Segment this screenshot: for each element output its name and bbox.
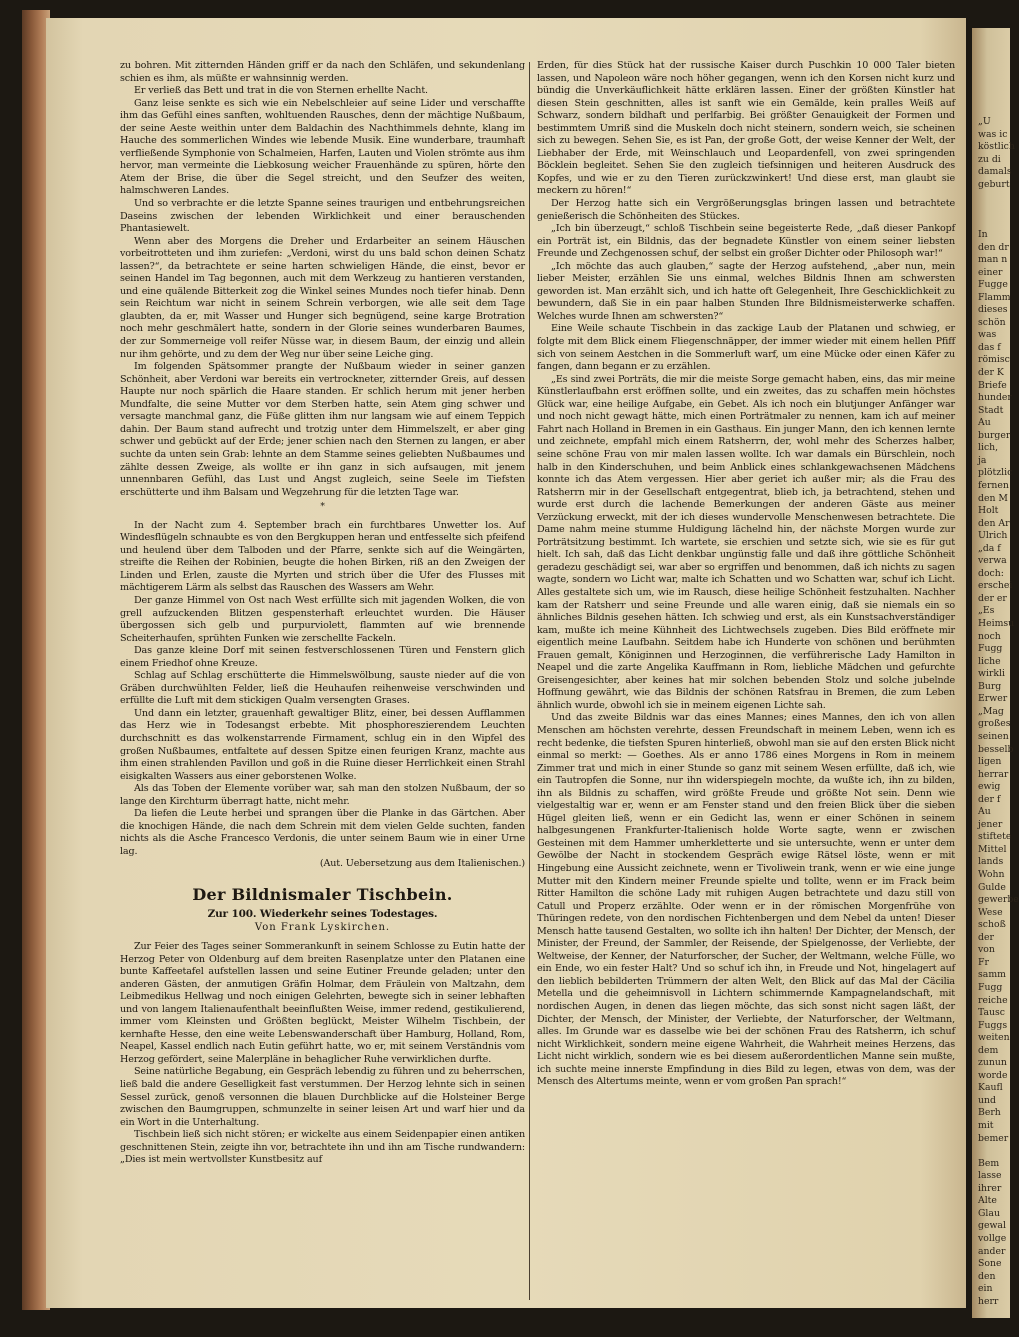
article-body-continued — [537, 60, 955, 1089]
paragraph: Seine natürliche Begabung, ein Gespräch lebendig zu führen und zu beherrschen, ließ bald die andere Geselligkeit fast verstummen. Der Herzog lehnte sich in seinen Sessel zurück, genoß versonnen die blauen Durchblicke auf die Holsteiner Berge zwischen den Baumgruppen, schmunzelte in seiner leisen Art und warf hier und da ein Wort in die Unterhaltung. — [120, 1066, 525, 1128]
next-page-fragment: weiten — [978, 1032, 1010, 1044]
next-page-fragment: damals — [978, 166, 1012, 178]
next-page-fragment: den — [978, 1270, 996, 1282]
paragraph: „Ich möchte das auch glauben,“ sagte der Herzog aufstehend, „aber nun, mein lieber Meister, erzählen Sie uns einmal, welches Bildnis Ihnen am schwersten geworden ist. Man erzählt sich, und ich hatte oft Gelegenheit, Ihre Geschicklichkeit zu bewundern, daß Sie in ein paar halben Stunden Ihre Bildnismeisterwerke schaffen. Welches wurde Ihnen am schwersten?“ — [537, 260, 955, 322]
next-page-fragment: Berh — [978, 1107, 1001, 1119]
next-page-fragment: Stadt — [978, 404, 1004, 416]
next-page-fragment: stiftete — [978, 831, 1012, 843]
next-page-fragment: Wese — [978, 906, 1003, 918]
next-page-fragment: den M — [978, 492, 1008, 504]
column-divider — [529, 62, 530, 1300]
next-page-fragment: seinen — [978, 730, 1009, 742]
paragraph: Der ganze Himmel von Ost nach West erfüllte sich mit jagenden Wolken, die von grell aufzuckenden Blitzen gespensterhaft erleuchtet wurden. Die Häuser übergossen sich gelb und purpurviolett, flammten auf wie brennende Scheiterhaufen, sprühten Funken wie zerschellte Fackeln. — [120, 594, 525, 644]
section-separator: * — [320, 502, 325, 513]
next-page-fragment: ligen — [978, 756, 1002, 768]
next-page-fragment: einer — [978, 266, 1003, 278]
next-page-fragment: doch: — [978, 567, 1004, 579]
next-page-fragment: „Es — [978, 605, 995, 617]
story-ending-part-2 — [120, 520, 525, 859]
next-page-fragment: was — [978, 329, 997, 341]
next-page-fragment: den Ar — [978, 517, 1010, 529]
next-page-fragment: großes — [978, 718, 1011, 730]
next-page-fragment: zu di — [978, 153, 1001, 165]
next-page-fragment: bemer — [978, 1132, 1009, 1144]
article-body-start — [120, 941, 525, 1167]
next-page-fragment: schön — [978, 316, 1006, 328]
paragraph: zu bohren. Mit zitternden Händen griff er da nach den Schläfen, und sekundenlang schien es ihm, als müßte er wahnsinnig werden. — [120, 60, 525, 84]
next-page-fragment: fernen — [978, 479, 1009, 491]
next-page-fragment: der — [978, 931, 994, 943]
next-page-fragment: köstlich — [978, 141, 1015, 153]
next-page-fragment: jener — [978, 818, 1003, 830]
next-page-fragment: man n — [978, 254, 1008, 266]
next-page-fragment: Gulde — [978, 881, 1006, 893]
next-page-fragment: Wohn — [978, 869, 1005, 880]
paragraph: Da liefen die Leute herbei und sprangen über die Planke in das Gärtchen. Aber die knochigen Hände, die nach dem Schrein mit dem vielen Gelde suchten, fanden nichts als die Asche Francesco Verdonis, die unter seinem Baum wie in einer Urne lag. — [120, 808, 525, 857]
next-page-fragment: gewal — [978, 1220, 1006, 1232]
next-page-fragment: In — [978, 228, 988, 240]
next-page-fragment: Fugge — [978, 279, 1008, 291]
next-page-fragment: Burg — [978, 680, 1002, 692]
paragraph: Eine Weile schaute Tischbein in das zackige Laub der Platanen und schwieg, er folgte mit dem Blick einem Fliegenschnäpper, der immer wieder mit einem hellen Pfiff sich von seinem Aestchen in die Sommerluft warf, um eine Mücke oder einen Käfer zu fangen, dann begann er zu erzählen. — [537, 323, 955, 373]
next-page-fragment: Holt — [978, 505, 999, 517]
next-page-fragment: ander — [978, 1245, 1006, 1257]
next-page-fragment: geburt — [978, 178, 1010, 190]
next-page-fragment: Alte — [978, 1195, 997, 1207]
right-column — [537, 60, 955, 1089]
paragraph: Im folgenden Spätsommer prangte der Nußbaum wieder in seiner ganzen Schönheit, aber Verdoni war bereits ein vertrockneter, zitternder Greis, auf dessen Haupte nur noch spärlich die Haare standen. Er schlich herum mit jener herben Mundfalte, die seine Mutter vor dem Sterben hatte, sein Atem ging schwer und versagte manchmal ganz, die Füße glitten ihm nur langsam wie auf einem Teppich dahin. Der Baum stand aufrecht und trotzig unter dem Himmelszelt, er aber ging schwer und gebückt auf der Erde; jener schien nach den Sternen zu langen, er aber suchte da unten sein Grab: lehnte an dem Stamme seines geliebten Nußbaumes und zählte dessen Zweige, als wollte er ihn ganz in sich aufsaugen, mit jenem unnennbaren Gefühl, das Lust und Angst zugleich, seine Seele im Tiefsten erschütterte und ihm Balsam und Wegzehrung für die letzten Tage war. — [120, 361, 525, 498]
next-page-fragment: herr — [978, 1295, 999, 1307]
next-page-fragment: worde — [978, 1069, 1008, 1081]
next-page-fragment: Glau — [978, 1207, 1000, 1219]
next-page-fragment: liche — [978, 655, 1001, 667]
article-subtitle: Zur 100. Wiederkehr seines Todestages. — [207, 908, 438, 920]
next-page-fragment: Fugg — [978, 981, 1003, 993]
paragraph: Wenn aber des Morgens die Dreher und Erdarbeiter an seinem Häuschen vorbeitrotteten und ihm zuriefen: „Verdoni, wirst du uns bald schon deinen Schatz lassen?“, da betrachtete er seine harten schwieligen Hände, die einst, bevor er seinen Handel im Tag begonnen, auch mit dem Werkzeug zu hantieren verstanden, und eine quälende Bitterkeit zog die Winkel seines Mundes noch tiefer hinab. Denn sein Reichtum war nicht in seinem Schrein verborgen, wie alle seit dem Tage glaubten, da er, mit Wasser und Hunger sich begnügend, seine karge Brotration noch mehr geschmälert hatte, sondern in der Glorie seines wunderbaren Baumes, der zur Sommerneige voll reifer Nüsse war, in diesem Baum, der einzig und allein nur ihm gehörte, und zu dem der Weg nur über seine Leiche ging. — [120, 235, 525, 360]
next-page-fragment: Ulrich — [978, 530, 1008, 542]
paragraph: Er verließ das Bett und trat in die von Sternen erhellte Nacht. — [134, 85, 428, 97]
paragraph: In der Nacht zum 4. September brach ein furchtbares Unwetter los. Auf Windesflügeln schnaubte es von den Bergkuppen heran und entfesselte sich pfeifend und heulend über dem Talboden und der Pfarre, senkte sich auf die Weingärten, streifte die Reihen der Robinien, beugte die hohen Birken, riß an den Zweigen der Linden und Erlen, zauste die Myrten und strich über die Ufer des Flusses mit mächtigerem Lärm als selbst das Rauschen des Wassers am Wehr. — [120, 519, 525, 594]
next-page-fragment: Kaufl — [978, 1082, 1003, 1094]
next-page-fragment: Heimsu — [978, 618, 1015, 629]
paragraph: Ganz leise senkte es sich wie ein Nebelschleier auf seine Lider und verschaffte ihm das Gefühl eines sanften, wohltuenden Rausches, denn der mächtige Nußbaum, der seine Aeste weithin unter dem Baldachin des Nachthimmels dehnte, klang im Hauche des sommerlichen Windes wie lebende Musik. Eine wunderbare, traumhaft verfließende Symphonie von Schalmeien, Harfen, Lauten und Violen strömte aus ihm hervor, man vermeinte die Liebkosung weicher Frauenhände zu spüren, hörte den Atem der Brise, die über die Segel streicht, und den Seufzer des weiten, halmschweren Landes. — [120, 97, 525, 197]
next-page-fragment: lands — [978, 856, 1004, 868]
paragraph: Das ganze kleine Dorf mit seinen festverschlossenen Türen und Fenstern glich einem Friedhof ohne Kreuze. — [120, 645, 525, 669]
next-page-fragment: Mittel — [978, 843, 1007, 855]
next-page-fragment: hunder — [978, 392, 1012, 404]
scanned-spread — [10, 0, 1019, 1337]
next-page-fragment: Erwer — [978, 693, 1008, 705]
next-page-fragment: mit — [978, 1120, 994, 1131]
next-page-fragment: herrar — [978, 768, 1009, 780]
paragraph: Erden, für dies Stück hat der russische Kaiser durch Puschkin 10 000 Taler bieten lassen, und Napoleon wäre noch höher gegangen, wenn ich den Korsen nicht kurz und bündig die Unverkäuflichkeit hätte erklären lassen. Einer der größten Künstler hat diesen Stein geschnitten, alles ist sanft wie ein Gemälde, kein pralles Weiß auf Schwarz, sondern bildhaft und perlfarbig. Bei größter Genauigkeit der Formen und bestimmtem Umriß sind die Muskeln doch nicht steinern, sondern weich, sie scheinen sich zu bewegen. Sehen Sie, es ist Pan, der große Gott, der weise Kenner der Welt, der Liebhaber der Erde, mit Weinschlauch und Leopardenfell, von zwei springenden Böcklein begleitet. Sehen Sie den zugleich tiefsinnigen und heiteren Ausdruck des Kopfes, und wie er zu den Tieren zurückzwinkert! Und diese erst, man glaubt sie meckern zu hören!“ — [537, 60, 955, 197]
next-page-fragment: lasse — [978, 1170, 1002, 1182]
next-page-fragment: erschei — [978, 580, 1013, 592]
next-page-fragment: dem — [978, 1044, 999, 1056]
next-page-fragment: Sone — [978, 1258, 1002, 1270]
article-title: Der Bildnismaler Tischbein. — [192, 885, 453, 904]
next-page-fragment: den dr — [978, 241, 1009, 253]
next-page-fragment: der er — [978, 592, 1007, 604]
next-page-fragment: ein — [978, 1283, 993, 1295]
paragraph: Tischbein ließ sich nicht stören; er wickelte aus einem Seidenpapier einen antiken geschnittenen Stein, zeigte ihn vor, betrachtete ihn und ihn am Tische rundwandern: „Dies ist mein wertvollster Kunstbesitz auf — [120, 1129, 525, 1166]
next-page-fragment: Au — [978, 806, 991, 818]
next-page-fragment: plötzlic — [978, 467, 1013, 479]
next-page-fragment: Flamm — [978, 291, 1011, 303]
next-page-fragment: Briefe — [978, 379, 1007, 391]
next-page-fragment: Fr — [978, 956, 989, 968]
next-page-fragment: besselb — [978, 743, 1014, 755]
next-page-fragment: Tausc — [978, 1007, 1005, 1019]
next-page-edge — [972, 28, 1019, 1318]
left-column — [120, 60, 525, 1167]
paragraph: Als das Toben der Elemente vorüber war, sah man den stolzen Nußbaum, der so lange den Kirchturm überragt hatte, nicht mehr. — [120, 783, 525, 807]
next-page-fragment: ewig — [978, 781, 1001, 793]
next-page-fragment: schoß — [978, 919, 1006, 931]
next-page-fragment: das f — [978, 341, 1001, 353]
paragraph: Und das zweite Bildnis war das eines Mannes; eines Mannes, den ich von allen Menschen am höchsten verehrte, dessen Freundschaft in meinem Leben, wenn ich es recht bedenke, die tiefsten Spuren hinterließ, obwohl man sie auf den ersten Blick nicht einmal so merkt: — Goethes. Als er anno 1786 eines Morgens in Rom in meinem Zimmer trat und mich in einer Stunde so ganz mit seinem Wesen erfüllte, daß ich, wie ein Tautropfen die Sonne, nur ihn widerspiegeln mochte, da wußte ich, ihn zu bilden, ihn als Bildnis zu schaffen, wird größte Freude und größte Not sein. Denn wie vielgestaltig war er, wenn er am Fenster stand und den freien Blick über die sieben Hügel gleiten ließ, wenn er ein Gedicht las, wenn er einer Schönen in seinem halbgesungenen Frankfurter-Italienisch holde Worte sagte, wenn er zwischen Gesteinen mit dem Hammer umherkletterte und sie untersuchte, wenn er unter dem Gewölbe der Nacht in stockendem Gespräch ewige Rätsel löste, wenn er mit Hingebung eine Aussicht zeichnete, wenn er Tivoliwein trank, wenn er wie eine junge Mutter mit den Kindern meiner Freunde spielte und tollte, wenn er im Frack beim Ritter Hamilton die schöne Lady mit ruhigen Augen betrachtete und dazu still von Catull und Properz erzählte. Oder wenn er in der römischen Morgenfrühe von Thüringen redete, von den nordischen Fichtenbergen und dem Nebel da unten! Dieser Mensch hatte tausend Gestalten, wo sollte ich ihn halten! Der Dichter, der Mensch, der Minister, der Freund, der Sammler, der Reisende, der Spielgenosse, der Verliebte, der Weltweise, der Kenner, der Naturforscher, der Sucher, der Weltmann, welche Fülle, wo ein Ende, wo ein fester Halt? Und so schuf ich ihn, in Freude und Not, hingelagert auf den lieblich bebilderten Trümmern der alten Welt, den Blick auf das Mal der Cäcilia Metella und die geheimnisvoll in Lichtern schimmernde Kampagnelandschaft, mit nordischen Augen, in denen das liegen möchte, das sich sonst nicht sagen läßt, der Dichter, der Mensch, der Minister, der Verliebte, der Naturforscher, der Weltmann, alles. Im Grunde war es dasselbe wie bei der schönen Frau des Ratsherrn, ich schuf nicht Wirklichkeit, sondern meine eigene Wahrheit, die Wahrheit meines Herzens, das Licht nicht wirklich, sondern wie es bei diesem außerordentlichen Manne sein mußte, ich suchte meine innerste Empfindung in dies Bild zu legen, etwas von dem, was der Mensch des Altertums meinte, wenn er vom großen Pan sprach!“ — [537, 712, 955, 1088]
next-page-fragment: reiche — [978, 994, 1008, 1006]
next-page-fragment: ihrer — [978, 1182, 1002, 1194]
paragraph: Der Herzog hatte sich ein Vergrößerungsglas bringen lassen und betrachtete genießerisch die Schönheiten des Stückes. — [537, 198, 955, 222]
next-page-fragment: der K — [978, 367, 1004, 378]
next-page-fragment: römisc — [978, 354, 1010, 366]
next-page-fragment: burger — [978, 429, 1011, 441]
next-page-fragment: ja — [978, 454, 987, 466]
paragraph: Und dann ein letzter, grauenhaft gewaltiger Blitz, einer, bei dessen Aufflammen das Herz wie in Todesangst erbebte. Mit phosphoreszierendem Leuchten durchschnitt es das wolkenstarrende Firmament, schlug ein in den Wipfel des großen Nußbaumes, entfaltete auf dessen Spitze einen feurigen Kranz, machte aus ihm einen strahlenden Pavillon und goß in die Ruine dieser Herrlichkeit einen Strahl eisigkalten Wassers aus einer geborstenen Wolke. — [120, 707, 525, 782]
article-author: Von Frank Lyskirchen. — [254, 922, 391, 933]
next-page-fragment: gewerbe — [978, 894, 1019, 906]
paragraph: „Es sind zwei Porträts, die mir die meiste Sorge gemacht haben, eins, das mir meine Künstlerlaufbahn erst eröffnen sollte, und ein zweites, das zu schaffen mein höchstes Glück war, eine heilige Aufgabe, ein Gebet. Als ich noch ein blutjunger Anfänger war und noch nicht gewagt hätte, mich einen Porträtmaler zu nennen, kam ich auf meiner Fahrt nach Holland in Bremen in ein Gasthaus. Ein junger Mann, den ich kennen lernte und zeichnete, empfahl mich einem Ratsherrn, der, wohl mehr des Scherzes halber, seine schöne Frau von mir malen lassen wollte. Ich war damals ein Bürschlein, noch halb in den Kinderschuhen, und beim Anblick eines schlankgewachsenen Mädchens konnte ich das Atem vergessen. Hier aber geriet ich außer mir; als die Frau des Ratsherrn mir in der Gesellschaft entgegentrat, blieb ich, ja betrachtend, stehen und wurde erst durch die lachende Bemerkungen der anderen Gäste aus meiner Verzückung erweckt, mit der ich dieses wundervolle Menschenwesen betrachtete. Die Dame nahm meine stumme Huldigung lächelnd hin, der nächste Morgen wurde zur Porträtsitzung bestimmt. Ich wartete, sie erschien und setzte sich, wie sie es für gut hielt. Ich sah, daß das Licht denkbar ungünstig falle und daß ihre göttliche Schönheit geradezu geschädigt sei, war aber so ergriffen und benommen, daß ich nichts zu sagen wagte, sondern wo Licht war, malte ich Schatten und wo Schatten war, schuf ich Licht. Alles gestaltete sich um, wie im Rausch, diese heilige Schönheit festzuhalten. Nachher kam der Ratsherr und seine Freunde und alle waren einig, daß sie niemals ein so ähnliches Bildnis gesehen hätten. Ich schwieg und erst, als ein Kunstsachverständiger kam, mußte ich meine Kühnheit des Lichtwechsels zugeben. Dies Bild eröffnete mir eigentlich meine Laufbahn. Seitdem habe ich Hunderte von schönen und berühmten Frauen gemalt, Königinnen und Herzoginnen, die verführerische Lady Hamilton in Neapel und die zarte Angelika Kauffmann in Rom, liebliche Mädchen und gefurchte Greisengesichter, aber keines hat mir solchen bebenden Stolz und solche jubelnde Hoffnung gewährt, wie das Bildnis der schönen Ratsfrau in Bremen, die zum Leben ähnlich wurde, obwohl ich sie in meinem eigenen Lichte sah. — [537, 373, 955, 711]
story-ending-part-1 — [120, 60, 525, 499]
paragraph: „Ich bin überzeugt,“ schloß Tischbein seine begeisterte Rede, „daß dieser Pankopf ein Porträt ist, ein Bildnis, das der begnadete Künstler von einem seiner liebsten Freunde und Zechgenossen schuf, der selbst ein großer Dichter oder Philosoph war!“ — [537, 223, 955, 260]
paragraph: Und so verbrachte er die letzte Spanne seines traurigen und entbehrungsreichen Daseins zwischen der lebenden Wirklichkeit und einer berauschenden Phantasiewelt. — [120, 198, 525, 235]
next-page-fragment: zunun — [978, 1057, 1007, 1069]
next-page-fragment: „Mag — [978, 705, 1004, 717]
next-page-fragment: Au — [978, 417, 991, 429]
paragraph: Zur Feier des Tages seiner Sommerankunft in seinem Schlosse zu Eutin hatte der Herzog Peter von Oldenburg auf dem breiten Rasenplatze unter den Platanen eine bunte Kaffeetafel aufstellen lassen und seine Eutiner Freunde geladen; unter den anderen Gästen, der anmutigen Gräfin Holmar, dem Fräulein von Maltzahn, dem Leibmedikus Hellwag und noch einigen Gelehrten, bewegte sich in seiner lebhaften und von langem Italienaufenthalt beeinflußten Weise, immer redend, gestikulierend, immer vom Kleinsten und Größten beglückt, Meister Wilhelm Tischbein, der kernhafte Hesse, den eine weite Lebenswanderschaft über Hamburg, Holland, Rom, Neapel, Kassel endlich nach Eutin geführt hatte, wo er, mit seinem Verständnis vom Herzog gefördert, seine Malerpläne in behaglicher Ruhe verwirklichen durfte. — [120, 941, 525, 1065]
next-page-fragment: Bem — [978, 1157, 1000, 1169]
next-page-fragment: Fuggs — [978, 1019, 1008, 1031]
next-page-fragment: dieses — [978, 304, 1008, 316]
next-page-fragment: vollge — [978, 1232, 1007, 1244]
next-page-fragment: samm — [978, 969, 1006, 981]
next-page-fragment: der f — [978, 793, 1001, 805]
next-page-fragment: noch — [978, 630, 1001, 642]
translation-credit: (Aut. Uebersetzung aus dem Italienischen.) — [319, 858, 525, 870]
next-page-fragment: „U — [978, 116, 991, 127]
next-page-fragment: lich, — [978, 442, 999, 454]
next-page-fragment: von — [978, 944, 995, 956]
next-page-fragment: und — [978, 1094, 996, 1106]
next-page-fragment: was ic — [978, 128, 1008, 140]
paragraph: Schlag auf Schlag erschütterte die Himmelswölbung, sauste nieder auf die von Gräben durchwühlten Felder, ließ die Heuhaufen reihenweise verschwinden und erfüllte die Luft mit dem stickigen Qualm versengten Grases. — [120, 670, 525, 707]
next-page-fragment: Fugg — [978, 643, 1003, 655]
next-page-fragment: „da f — [978, 542, 1001, 554]
next-page-fragment: verwa — [978, 555, 1007, 567]
next-page-fragment: wirkli — [978, 668, 1005, 680]
